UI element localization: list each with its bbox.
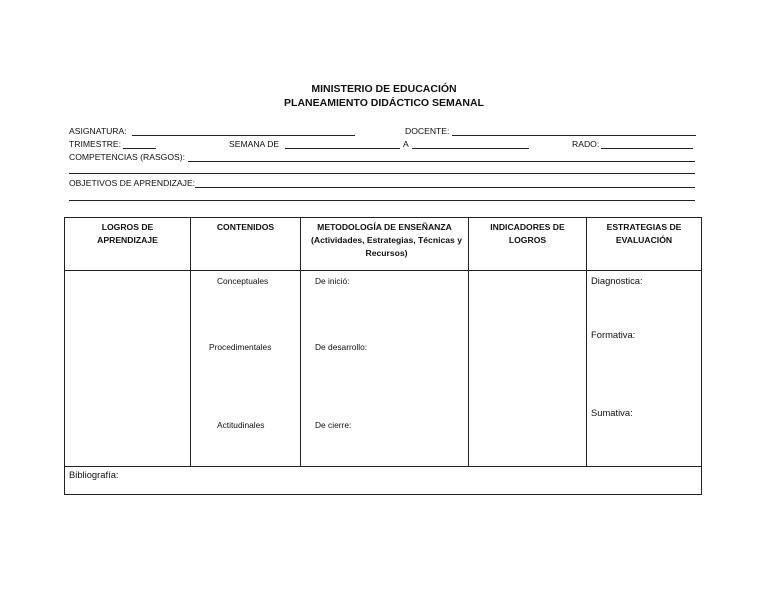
table-header-row <box>65 218 702 271</box>
asignatura-field[interactable] <box>132 135 355 136</box>
bibliografia-cell[interactable] <box>65 467 702 495</box>
page-title: PLANEAMIENTO DIDÁCTICO SEMANAL <box>284 97 484 109</box>
semana-label: SEMANA DE <box>229 139 280 149</box>
procedimentales-label: Procedimentales <box>209 342 272 352</box>
trimestre-field[interactable] <box>123 148 156 149</box>
logros-cell[interactable] <box>65 271 191 467</box>
asignatura-label: ASIGNATURA: <box>69 126 127 136</box>
inicio-label: De inició: <box>315 276 350 286</box>
a-label: A <box>403 139 409 149</box>
sumativa-label: Sumativa: <box>591 407 633 418</box>
trimestre-label: TRIMESTRE: <box>69 139 122 149</box>
table-body-row <box>65 271 702 467</box>
metodologia-cell[interactable] <box>301 271 469 467</box>
bibliografia-label: Bibliografía: <box>69 469 119 480</box>
header-estrategias: ESTRATEGIAS DE EVALUACIÓN <box>587 218 702 271</box>
bibliografia-row <box>65 467 702 495</box>
rado-field[interactable] <box>601 148 693 149</box>
objetivos-field[interactable] <box>195 187 695 188</box>
docente-label: DOCENTE: <box>405 126 450 136</box>
objetivos-field-line-2[interactable] <box>69 200 695 201</box>
docente-field[interactable] <box>452 135 696 136</box>
actitudinales-label: Actitudinales <box>217 420 265 430</box>
desarrollo-label: De desarrollo: <box>315 342 368 352</box>
competencias-field[interactable] <box>188 161 695 162</box>
rado-label: RADO: <box>572 139 600 149</box>
header-metodologia: METODOLOGÍA DE ENSEÑANZA (Actividades, Estrategias, Técnicas y Recursos) <box>301 218 469 271</box>
objetivos-label: OBJETIVOS DE APRENDIZAJE: <box>69 178 196 188</box>
planning-table <box>64 217 702 495</box>
competencias-field-line-2[interactable] <box>69 173 695 174</box>
header-logros: LOGROS DE APRENDIZAJE <box>65 218 191 271</box>
diagnostica-label: Diagnostica: <box>591 275 643 286</box>
cierre-label: De cierre: <box>315 420 352 430</box>
semana-field[interactable] <box>285 148 400 149</box>
header-metodologia-sub: (Actividades, Estrategias, Técnicas y Recursos) <box>311 235 462 258</box>
indicadores-cell[interactable] <box>469 271 587 467</box>
contenidos-cell[interactable] <box>191 271 301 467</box>
a-field[interactable] <box>412 148 529 149</box>
conceptuales-label: Conceptuales <box>217 276 269 286</box>
competencias-label: COMPETENCIAS (RASGOS): <box>69 152 186 162</box>
header-contenidos: CONTENIDOS <box>191 218 301 271</box>
evaluacion-cell[interactable] <box>587 271 702 467</box>
header-indicadores: INDICADORES DE LOGROS <box>469 218 587 271</box>
formativa-label: Formativa: <box>591 329 636 340</box>
ministry-title: MINISTERIO DE EDUCACIÓN <box>311 83 457 95</box>
